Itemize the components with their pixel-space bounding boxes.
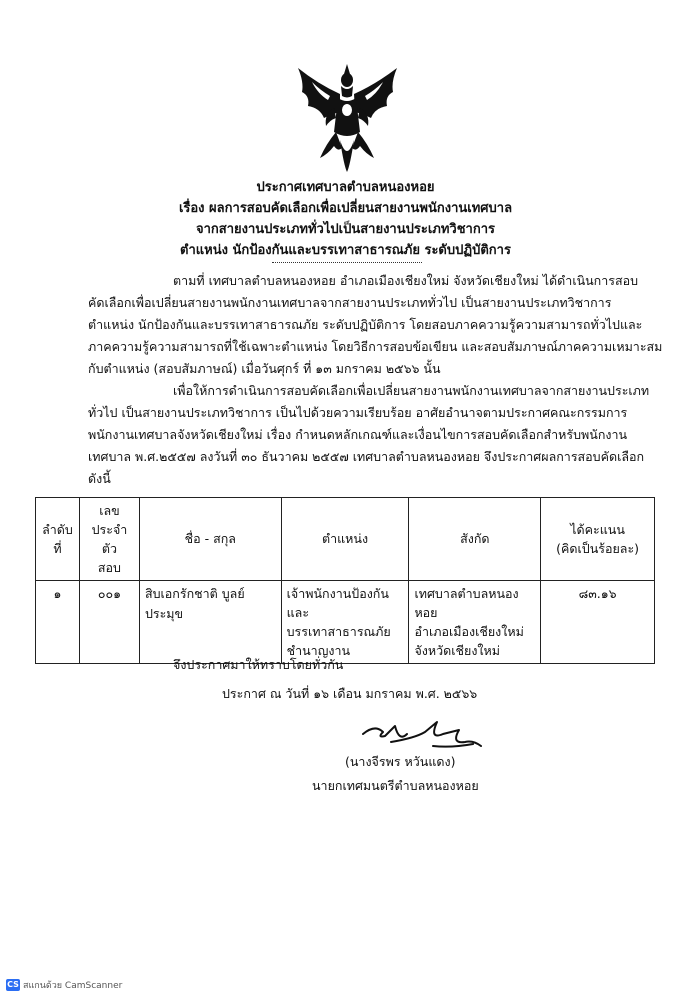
paragraph-1-line: ภาคความรู้ความสามารถที่ใช้เฉพาะตำแหน่ง โดยวิธีการสอบข้อเขียน และสอบสัมภาษณ์ภาคความเหมาะสม bbox=[88, 339, 663, 354]
paragraph-1-line: ตำแหน่ง นักป้องกันและบรรเทาสาธารณภัย ระดับปฏิบัติการ โดยสอบภาคความรู้ความสามารถทั่วไปและ bbox=[88, 317, 643, 332]
announcement-title: ประกาศเทศบาลตำบลหนองหอย bbox=[256, 180, 435, 195]
signer-title: นายกเทศมนตรีตำบลหนองหอย bbox=[312, 778, 479, 793]
cell-no: ๑ bbox=[36, 581, 80, 664]
signature bbox=[355, 712, 495, 756]
subject-line-2: จากสายงานประเภททั่วไปเป็นสายงานประเภทวิชาการ bbox=[196, 222, 495, 237]
subject-line: เรื่อง ผลการสอบคัดเลือกเพื่อเปลี่ยนสายงานพนักงานเทศบาล bbox=[178, 201, 513, 216]
position-line: ตำแหน่ง นักป้องกันและบรรเทาสาธารณภัย ระดับปฏิบัติการ bbox=[180, 243, 511, 258]
header-name: ชื่อ - สกุล bbox=[139, 498, 281, 581]
header-position: ตำแหน่ง bbox=[281, 498, 409, 581]
paragraph-2-line: ทั่วไป เป็นสายงานประเภทวิชาการ เป็นไปด้วยความเรียบร้อย อาศัยอำนาจตามประกาศคณะกรรมการ bbox=[88, 405, 628, 420]
closing-announce: จึงประกาศมาให้ทราบโดยทั่วกัน bbox=[173, 657, 344, 672]
paragraph-1-line: ตามที่ เทศบาลตำบลหนองหอย อำเภอเมืองเชียงใหม่ จังหวัดเชียงใหม่ ได้ดำเนินการสอบ bbox=[173, 273, 639, 288]
table-header-row bbox=[36, 498, 655, 581]
cell-name: สิบเอกรักชาติ บูลย์ประมุข bbox=[139, 581, 281, 664]
paragraph-2-line: เพื่อให้การดำเนินการสอบคัดเลือกเพื่อเปลี่ยนสายงานพนักงานเทศบาลจากสายงานประเภท bbox=[173, 383, 650, 398]
paragraph-1-line: กับตำแหน่ง (สอบสัมภาษณ์) เมื่อวันศุกร์ ที่ ๑๓ มกราคม ๒๕๖๖ นั้น bbox=[88, 361, 441, 376]
scanner-watermark bbox=[6, 978, 122, 992]
results-table bbox=[35, 497, 655, 664]
cell-position: เจ้าพนักงานป้องกันและ บรรเทาสาธารณภัย ชำนาญงาน bbox=[281, 581, 409, 664]
camscanner-icon: CS bbox=[7, 980, 19, 989]
cell-exam-no: ๐๐๑ bbox=[79, 581, 139, 664]
header-affiliation: สังกัด bbox=[409, 498, 541, 581]
cell-affiliation: เทศบาลตำบลหนองหอย อำเภอเมืองเชียงใหม่ จังหวัดเชียงใหม่ bbox=[409, 581, 541, 664]
table-row bbox=[36, 581, 655, 664]
header-score: ได้คะแนน (คิดเป็นร้อยละ) bbox=[541, 498, 655, 581]
header-exam-no: เลข ประจำตัว สอบ bbox=[79, 498, 139, 581]
scanner-text: สแกนด้วย CamScanner bbox=[23, 981, 123, 991]
garuda-emblem bbox=[290, 62, 405, 174]
paragraph-2-line: พนักงานเทศบาลจังหวัดเชียงใหม่ เรื่อง กำหนดหลักเกณฑ์และเงื่อนไขการสอบคัดเลือกสำหรับพนักงาน bbox=[88, 427, 628, 442]
cell-score: ๘๓.๑๖ bbox=[541, 581, 655, 664]
announce-date: ประกาศ ณ วันที่ ๑๖ เดือน มกราคม พ.ศ. ๒๕๖๖ bbox=[222, 686, 478, 701]
divider bbox=[272, 262, 422, 263]
paragraph-1-line: คัดเลือกเพื่อเปลี่ยนสายงานพนักงานเทศบาลจากสายงานประเภททั่วไป เป็นสายงานประเภทวิชาการ bbox=[88, 295, 612, 310]
paragraph-2-line: ดังนี้ bbox=[88, 471, 111, 486]
signer-name: (นางจีรพร หวันแดง) bbox=[345, 754, 456, 769]
paragraph-2-line: เทศบาล พ.ศ.๒๕๕๗ ลงวันที่ ๓๐ ธันวาคม ๒๕๕๗ เทศบาลตำบลหนองหอย จึงประกาศผลการสอบคัดเลือก bbox=[88, 449, 645, 464]
header-no: ลำดับ ที่ bbox=[36, 498, 80, 581]
